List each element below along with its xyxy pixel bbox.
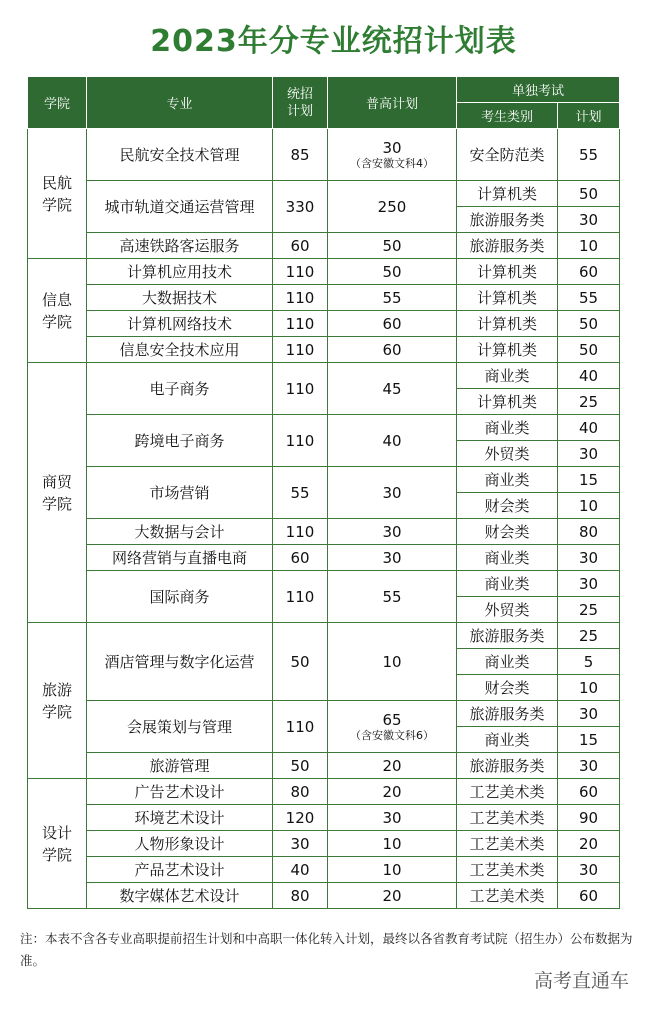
exam-category-cell: 商业类	[457, 467, 558, 493]
exam-plan-cell: 40	[558, 363, 620, 389]
general-plan-cell: 60	[328, 337, 457, 363]
exam-plan-cell: 50	[558, 337, 620, 363]
exam-category-cell: 工艺美术类	[457, 883, 558, 909]
major-cell: 国际商务	[87, 571, 273, 623]
header-single-exam: 单独考试	[457, 77, 620, 103]
major-cell: 网络营销与直播电商	[87, 545, 273, 571]
general-plan-cell: 30	[328, 545, 457, 571]
unified-plan-cell: 60	[273, 233, 328, 259]
exam-plan-cell: 10	[558, 675, 620, 701]
unified-plan-cell: 110	[273, 285, 328, 311]
general-plan-cell: 40	[328, 415, 457, 467]
exam-plan-cell: 30	[558, 545, 620, 571]
major-cell: 市场营销	[87, 467, 273, 519]
major-cell: 酒店管理与数字化运营	[87, 623, 273, 701]
unified-plan-cell: 110	[273, 519, 328, 545]
college-cell: 信息学院	[28, 259, 87, 363]
footnote: 注：本表不含各专业高职提前招生计划和中高职一体化转入计划，最终以各省教育考试院（招生办）公布数据为准。	[20, 931, 633, 968]
major-cell: 大数据技术	[87, 285, 273, 311]
major-cell: 大数据与会计	[87, 519, 273, 545]
exam-category-cell: 工艺美术类	[457, 831, 558, 857]
exam-plan-cell: 20	[558, 831, 620, 857]
general-plan-cell: 30 （含安徽文科4）	[328, 129, 457, 181]
exam-plan-cell: 15	[558, 727, 620, 753]
exam-category-cell: 商业类	[457, 363, 558, 389]
general-plan-cell: 20	[328, 779, 457, 805]
exam-plan-cell: 15	[558, 467, 620, 493]
general-plan-note: （含安徽文科4）	[350, 157, 434, 170]
exam-plan-cell: 5	[558, 649, 620, 675]
general-plan-cell: 20	[328, 883, 457, 909]
college-cell: 民航学院	[28, 129, 87, 259]
unified-plan-cell: 85	[273, 129, 328, 181]
exam-plan-cell: 30	[558, 441, 620, 467]
major-cell: 城市轨道交通运营管理	[87, 181, 273, 233]
college-cell: 商贸学院	[28, 363, 87, 623]
unified-plan-cell: 30	[273, 831, 328, 857]
general-plan-cell: 30	[328, 519, 457, 545]
exam-plan-cell: 30	[558, 753, 620, 779]
enrollment-plan-table	[27, 76, 620, 909]
unified-plan-cell: 120	[273, 805, 328, 831]
unified-plan-cell: 55	[273, 467, 328, 519]
unified-plan-cell: 80	[273, 779, 328, 805]
unified-plan-cell: 50	[273, 623, 328, 701]
exam-plan-cell: 50	[558, 311, 620, 337]
exam-category-cell: 商业类	[457, 571, 558, 597]
general-plan-cell: 20	[328, 753, 457, 779]
major-cell: 旅游管理	[87, 753, 273, 779]
header-college: 学院	[28, 77, 87, 129]
unified-plan-cell: 110	[273, 571, 328, 623]
exam-category-cell: 计算机类	[457, 285, 558, 311]
header-general-hs-plan: 普高计划	[328, 77, 457, 129]
major-cell: 环境艺术设计	[87, 805, 273, 831]
exam-category-cell: 商业类	[457, 415, 558, 441]
general-plan-cell: 30	[328, 805, 457, 831]
major-cell: 民航安全技术管理	[87, 129, 273, 181]
unified-plan-cell: 110	[273, 311, 328, 337]
unified-plan-cell: 110	[273, 259, 328, 285]
exam-plan-cell: 60	[558, 883, 620, 909]
watermark: 高考直通车	[533, 970, 629, 992]
exam-plan-cell: 25	[558, 597, 620, 623]
general-plan-cell: 65 （含安徽文科6）	[328, 701, 457, 753]
exam-plan-cell: 40	[558, 415, 620, 441]
exam-plan-cell: 25	[558, 623, 620, 649]
major-cell: 广告艺术设计	[87, 779, 273, 805]
unified-plan-cell: 330	[273, 181, 328, 233]
major-cell: 电子商务	[87, 363, 273, 415]
exam-category-cell: 安全防范类	[457, 129, 558, 181]
unified-plan-cell: 110	[273, 701, 328, 753]
unified-plan-cell: 60	[273, 545, 328, 571]
exam-plan-cell: 55	[558, 129, 620, 181]
major-cell: 计算机应用技术	[87, 259, 273, 285]
exam-plan-cell: 80	[558, 519, 620, 545]
general-plan-cell: 10	[328, 831, 457, 857]
exam-category-cell: 外贸类	[457, 597, 558, 623]
exam-plan-cell: 10	[558, 233, 620, 259]
exam-category-cell: 财会类	[457, 675, 558, 701]
exam-category-cell: 计算机类	[457, 337, 558, 363]
exam-category-cell: 工艺美术类	[457, 857, 558, 883]
general-plan-cell: 30	[328, 467, 457, 519]
major-cell: 高速铁路客运服务	[87, 233, 273, 259]
exam-category-cell: 工艺美术类	[457, 805, 558, 831]
exam-plan-cell: 30	[558, 857, 620, 883]
unified-plan-cell: 110	[273, 337, 328, 363]
exam-category-cell: 外贸类	[457, 441, 558, 467]
exam-plan-cell: 90	[558, 805, 620, 831]
header-exam-category: 考生类别	[457, 103, 558, 129]
college-cell: 旅游学院	[28, 623, 87, 779]
general-plan-cell: 45	[328, 363, 457, 415]
page-title: 2023年分专业统招计划表	[150, 24, 517, 59]
exam-category-cell: 计算机类	[457, 311, 558, 337]
exam-category-cell: 财会类	[457, 493, 558, 519]
exam-plan-cell: 30	[558, 701, 620, 727]
unified-plan-cell: 110	[273, 363, 328, 415]
exam-category-cell: 商业类	[457, 649, 558, 675]
major-cell: 信息安全技术应用	[87, 337, 273, 363]
general-plan-cell: 60	[328, 311, 457, 337]
exam-category-cell: 旅游服务类	[457, 623, 558, 649]
major-cell: 人物形象设计	[87, 831, 273, 857]
exam-plan-cell: 55	[558, 285, 620, 311]
general-plan-note: （含安徽文科6）	[350, 729, 434, 742]
exam-category-cell: 计算机类	[457, 389, 558, 415]
major-cell: 数字媒体艺术设计	[87, 883, 273, 909]
major-cell: 跨境电子商务	[87, 415, 273, 467]
exam-category-cell: 商业类	[457, 545, 558, 571]
exam-category-cell: 旅游服务类	[457, 233, 558, 259]
general-plan-cell: 10	[328, 857, 457, 883]
general-plan-cell: 250	[328, 181, 457, 233]
header-major: 专业	[87, 77, 273, 129]
exam-plan-cell: 10	[558, 493, 620, 519]
unified-plan-cell: 80	[273, 883, 328, 909]
exam-category-cell: 计算机类	[457, 181, 558, 207]
header-plan: 计划	[558, 103, 620, 129]
unified-plan-cell: 40	[273, 857, 328, 883]
general-plan-cell: 50	[328, 259, 457, 285]
exam-category-cell: 计算机类	[457, 259, 558, 285]
exam-plan-cell: 25	[558, 389, 620, 415]
major-cell: 会展策划与管理	[87, 701, 273, 753]
exam-plan-cell: 30	[558, 571, 620, 597]
general-plan-cell: 10	[328, 623, 457, 701]
college-cell: 设计学院	[28, 779, 87, 909]
major-cell: 计算机网络技术	[87, 311, 273, 337]
exam-plan-cell: 60	[558, 779, 620, 805]
exam-category-cell: 旅游服务类	[457, 701, 558, 727]
general-plan-cell: 50	[328, 233, 457, 259]
unified-plan-cell: 110	[273, 415, 328, 467]
unified-plan-cell: 50	[273, 753, 328, 779]
header-unified-plan: 统招计划	[273, 77, 328, 129]
major-cell: 产品艺术设计	[87, 857, 273, 883]
exam-category-cell: 旅游服务类	[457, 207, 558, 233]
exam-category-cell: 旅游服务类	[457, 753, 558, 779]
general-plan-cell: 55	[328, 571, 457, 623]
general-plan-cell: 55	[328, 285, 457, 311]
exam-plan-cell: 30	[558, 207, 620, 233]
exam-plan-cell: 60	[558, 259, 620, 285]
exam-plan-cell: 50	[558, 181, 620, 207]
exam-category-cell: 工艺美术类	[457, 779, 558, 805]
exam-category-cell: 商业类	[457, 727, 558, 753]
exam-category-cell: 财会类	[457, 519, 558, 545]
